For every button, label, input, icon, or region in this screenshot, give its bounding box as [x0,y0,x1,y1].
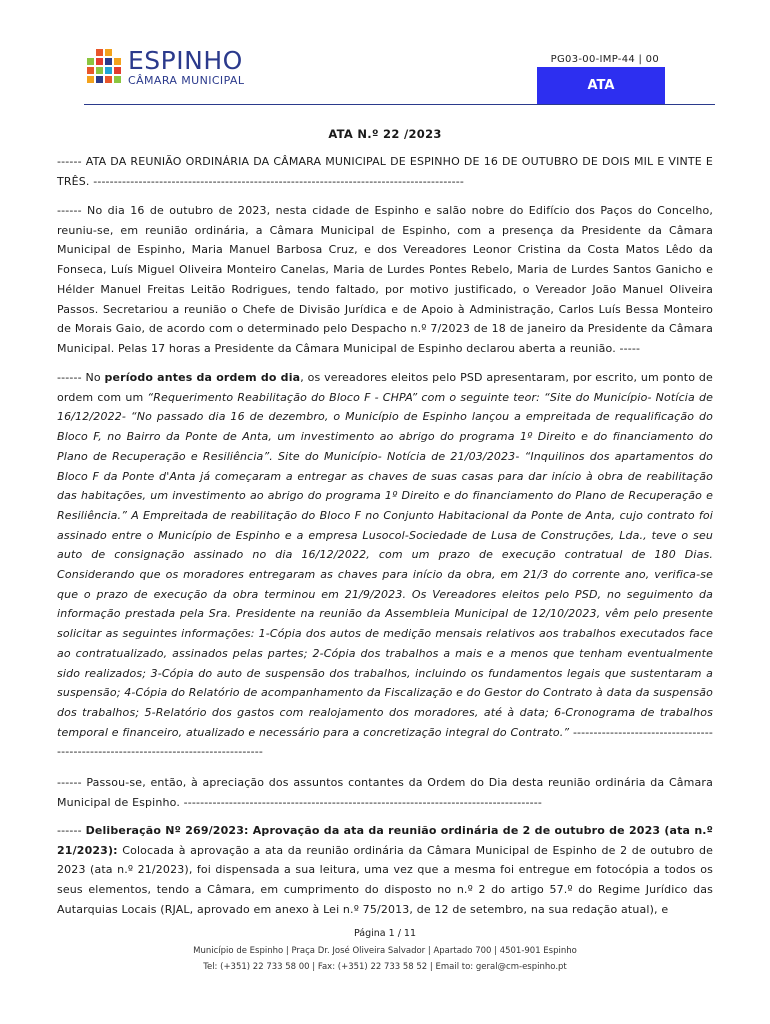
paragraph-agenda: ------ Passou-se, então, à apreciação dos assuntos contantes da Ordem do Dia desta reunião ordinária da Câmara Municipal de Espinho. --------------------------------------------------------------------------------------- [57,776,713,809]
page-title: ATA N.º 22 /2023 [328,127,442,141]
paragraph-heading: ------ ATA DA REUNIÃO ORDINÁRIA DA CÂMARA MUNICIPAL DE ESPINHO DE 16 DE OUTUBRO DE DOIS MIL E VINTE E TRÊS. ------------------------------------------------------------------------------------------ [57,155,713,188]
logo-mosaic-icon [84,47,126,89]
deliberation-title: Deliberação Nº 269/2023: Aprovação da ata da reunião ordinária de 2 de outubro de 2023 (ata n.º 21/2023): [57,824,713,857]
paragraph-text: ------ No dia 16 de outubro de 2023, nesta cidade de Espinho e salão nobre do Edifício dos Paços do Concelho, reuniu-se, em reunião ordinária, a Câmara Municipal de Espinho, com a presença da Presidente da Câmara Municipal de Espinho, Maria Manuel Barbosa Cruz, e dos Vereadores Leonor Cristina da Costa Matos Lêdo da Fonseca, Luís Miguel Oliveira Monteiro Canelas, Maria de Lurdes Pontes Rebelo, Maria de Lurdes Santos Ganicho e Hélder Manuel Freitas Leitão Rodrigues, tendo faltado, por motivo justificado, o Vereador João Manuel Oliveira Passos. Secretariou a reunião o Chefe de Divisão Jurídica e de Apoio à Administração, Carlos Luís Bessa Monteiro de Morais Gaio, de acordo com o determinado pelo Despacho n.º 7/2023 de 18 de janeiro da Presidente da Câmara Municipal. Pelas 17 horas a Presidente da Câmara Municipal de Espinho declarou aberta a reunião. ----- [57,204,713,355]
document-type-badge [537,67,665,104]
paragraph-bold: período antes da ordem do dia [104,371,301,384]
paragraph-text: ------ No [57,371,105,384]
espinho-logo [84,47,244,91]
paragraph-deliberation [57,821,713,920]
paragraph-text: Colocada à aprovação a ata da reunião ordinária da Câmara Municipal de Espinho de 2 de outubro de 2023 (ata n.º 21/2023), foi dispensada a sua leitura, uma vez que a mesma foi entregue em fotocópia a todos os seus elementos, tendo a Câmara, em cumprimento do disposto no n.º 2 do artigo 57.º do Regime Jurídico das Autarquias Locais (RJAL, aprovado em anexo à Lei n.º 75/2013, de 12 de setembro, na sua redação atual), e [57,843,713,916]
paragraph-quote: “Requerimento Reabilitação do Bloco F - CHPA” com o seguinte teor: “Site do Município- Notícia de 16/12/2022- “No passado dia 16 de dezembro, o Município de Espinho lançou a empreitada de requalificação do Bloco F, no Bairro da Ponte de Anta, um investimento ao abrigo do programa 1º Direito e do financiamento do Plano de Recuperação e Resiliência”. Site do Município- Notícia de 21/03/2023- “Inquilinos dos apartamentos do Bloco F da Ponte d'Anta já começaram a entregar as chaves de suas casas para dar início à obra de reabilitação das habitações, um investimento ao abrigo do programa 1º Direito e do financiamento do Plano de Recuperação e Resiliência.” A Empreitada de reabilitação do Bloco F no Conjunto Habitacional da Ponte de Anta, cujo contrato foi assinado entre o Município de Espinho e a empresa Lusocol-Sociedade de Lusa de Construções, Lda., teve o seu auto de consignação assinado no dia 16/12/2022, com um prazo de execução contratual de 180 Dias. Considerando que os moradores entregaram as chaves para início da obra, em 21/3 do corrente ano, verifica-se que o prazo de execução da obra terminou em 21/9/2023. Os Vereadores eleitos pelo PSD, no seguimento da informação prestada pela Sra. Presidente na reunião da Assembleia Municipal de 12/10/2023, vêm pelo presente solicitar as seguintes informações: 1-Cópia dos autos de medição mensais relativos aos trabalhos executados face ao contratualizado, assinados pelas partes; 2-Cópia dos trabalhos a mais e a menos que tenham eventualmente sido realizados; 3-Cópia do auto de suspensão dos trabalhos, incluindo os fundamentos legais que sustentaram a suspensão; 4-Cópia do Relatório de acompanhamento da Fiscalização e do Gestor do Contrato à data da suspensão dos trabalhos; 5-Relatório dos gastos com realojamento dos moradores, até à data; 6-Cronograma de trabalhos temporal e financeiro, atualizado e necessário para a concretização integral do Contrato.” [57,390,713,739]
paragraph-text: , os vereadores eleitos pelo PSD apresentaram, por escrito, um ponto de ordem com um [57,371,713,404]
page-number: Página 1 / 11 [353,928,417,939]
document-reference: PG03-00-IMP-44 | 00 [550,54,659,65]
footer-address: Município de Espinho | Praça Dr. José Oliveira Salvador | Apartado 700 | 4501-901 Espinho [193,946,577,956]
header-divider [84,104,715,105]
paragraph-before-agenda: ------ No período antes da ordem do dia, os vereadores eleitos pelo PSD apresentaram, por escrito, um ponto de ordem com um “Requerimento Reabilitação do Bloco F - CHPA” com o seguinte teor: “Site do Município- Notícia de 16/12/2022- “No passado dia 16 de dezembro, o Município de Espinho lançou a empreitada de requalificação do Bloco F, no Bairro da Ponte de Anta, um investimento ao abrigo do programa 1º Direito e do financiamento do Plano de Recuperação e Resiliência”. Site do Município- Notícia de 21/03/2023- “Inquilinos dos apartamentos do Bloco F da Ponte d'Anta já começaram a entregar as chaves de suas casas para dar início à obra de reabilitação das habitações, um investimento ao abrigo do programa 1º Direito e do financiamento do Plano de Recuperação e Resiliência.” A Empreitada de reabilitação do Bloco F no Conjunto Habitacional da Ponte de Anta, cujo contrato foi assinado entre o Município de Espinho e a empresa Lusocol-Sociedade de Lusa de Construções, Lda., teve o seu auto de consignação assinado no dia 16/12/2022, com um prazo de execução contratual de 180 Dias. Considerando que os moradores entregaram as chaves para início da obra, em 21/3 do corrente ano, verifica-se que o prazo de execução da obra terminou em 21/9/2023. Os Vereadores eleitos pelo PSD, no seguimento da informação prestada pela Sra. Presidente na reunião da Assembleia Municipal de 12/10/2023, vêm pelo presente solicitar as seguintes informações: 1-Cópia dos autos de medição mensais relativos aos trabalhos executados face ao contratualizado, assinados pelas partes; 2-Cópia dos trabalhos a mais e a menos que tenham eventualmente sido realizados; 3-Cópia do auto de suspensão dos trabalhos, incluindo os fundamentos legais que sustentaram a suspensão; 4-Cópia do Relatório de acompanhamento da Fiscalização e do Gestor do Contrato à data da suspensão dos trabalhos; 5-Relatório dos gastos com realojamento dos moradores, até à data; 6-Cronograma de trabalhos temporal e financeiro, atualizado e necessário para a concretização integral do Contrato.” ------------------------------------------------------------------------------------ [57,371,713,759]
logo-name: ESPINHO [128,46,243,75]
paragraph-text: ------ [57,824,86,837]
footer-contacts: Tel: (+351) 22 733 58 00 | Fax: (+351) 22 733 58 52 | Email to: geral@cm-espinho.pt [203,962,567,972]
paragraph-opening [57,201,713,359]
paragraph-text: ------ ATA DA REUNIÃO ORDINÁRIA DA CÂMARA MUNICIPAL DE ESPINHO DE 16 DE OUTUBRO DE DOIS MIL E VINTE E TRÊS. [57,155,713,188]
logo-subtitle: CÂMARA MUNICIPAL [128,74,245,87]
paragraph-text: ------ Passou-se, então, à apreciação dos assuntos contantes da Ordem do Dia desta reunião ordinária da Câmara Municipal de Espinho. [57,776,713,809]
document-type-label: ATA [587,78,615,93]
